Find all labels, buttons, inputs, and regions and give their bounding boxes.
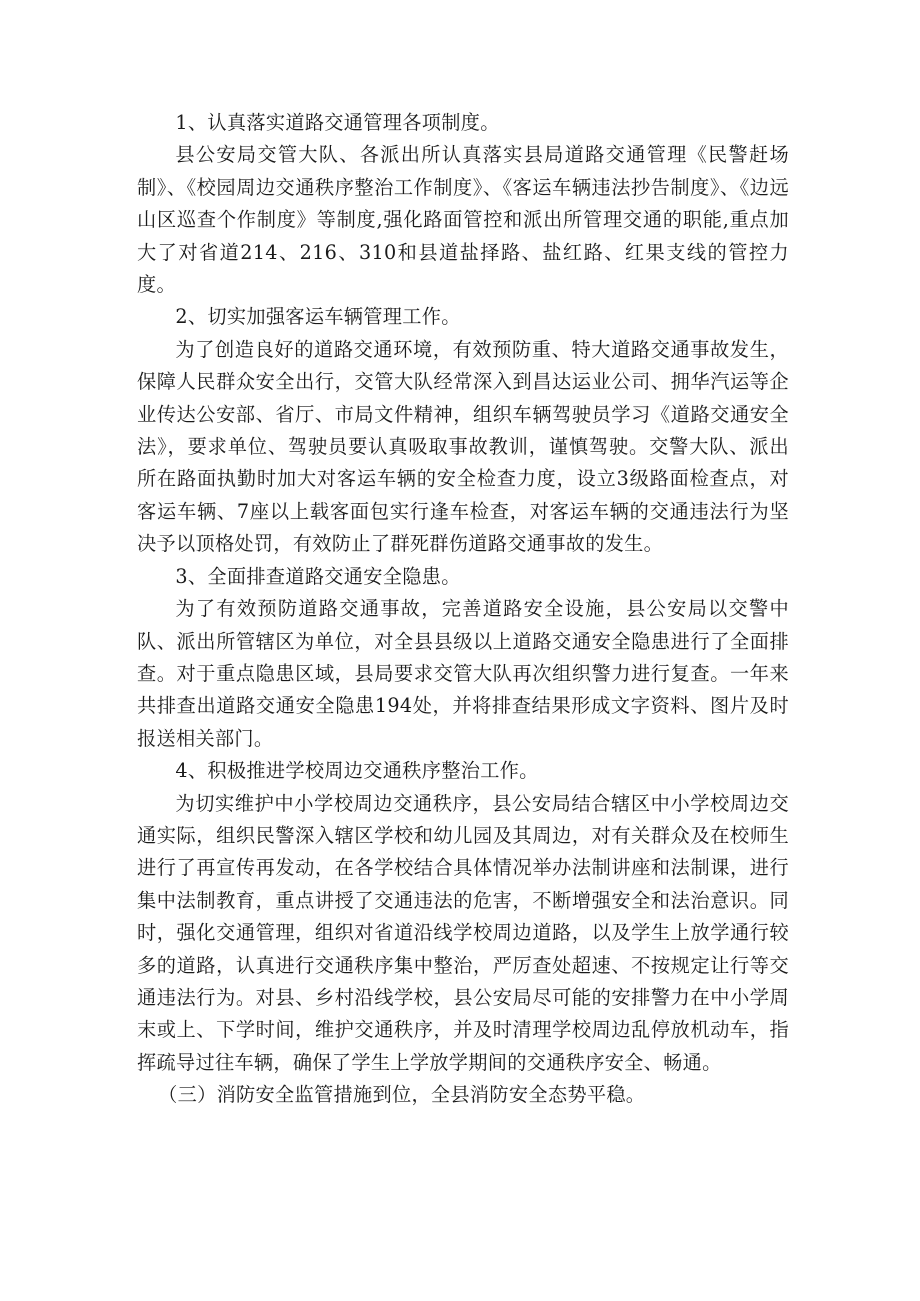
section-4-body: 为切实维护中小学校周边交通秩序，县公安局结合辖区中小学校周边交通实际，组织民警深入辖区学校和幼儿园及其周边，对有关群众及在校师生进行了再宣传再发动，在各学校结合具体情况举办法制讲座和法制课，进行集中法制教育，重点讲授了交通违法的危害，不断增强安全和法治意识。同时，强化交通管理，组织对省道沿线学校周边道路，以及学生上放学通行较多的道路，认真进行交通秩序集中整治，严厉查处超速、不按规定让行等交通违法行为。对县、乡村沿线学校，县公安局尽可能的安排警力在中小学周末或上、下学时间，维护交通秩序，并及时清理学校周边乱停放机动车，指挥疏导过往车辆，确保了学生上学放学期间的交通秩序安全、畅通。 <box>137 791 789 1074</box>
closing-heading: （三）消防安全监管措施到位，全县消防安全态势平稳。 <box>158 1083 646 1107</box>
section-1-body: 县公安局交管大队、各派出所认真落实县局道路交通管理《民警赶场制》、《校园周边交通秩序整治工作制度》、《客运车辆违法抄告制度》、《边远山区巡查个作制度》等制度,强化路面管控和派出所管理交通的职能,重点加大了对省道214、216、310和县道盐择路、盐红路、红果支线的管控力度。 <box>137 143 789 297</box>
document-page <box>137 107 789 1112</box>
section-3-body: 为了有效预防道路交通事故，完善道路安全设施，县公安局以交警中队、派出所管辖区为单位，对全县县级以上道路交通安全隐患进行了全面排查。对于重点隐患区域，县局要求交管大队再次组织警力进行复查。一年来共排查出道路交通安全隐患194处，并将排查结果形成文字资料、图片及时报送相关部门。 <box>137 597 789 750</box>
section-2-heading: 2、切实加强客运车辆管理工作。 <box>175 305 461 329</box>
section-3-heading: 3、全面排查道路交通安全隐患。 <box>175 564 461 588</box>
section-1-heading: 1、认真落实道路交通管理各项制度。 <box>175 111 500 134</box>
section-4-heading: 4、积极推进学校周边交通秩序整治工作。 <box>175 759 539 783</box>
section-2-body: 为了创造良好的道路交通环境，有效预防重、特大道路交通事故发生，保障人民群众安全出行，交管大队经常深入到昌达运业公司、拥华汽运等企业传达公安部、省厅、市局文件精神，组织车辆驾驶员学习《道路交通安全法》，要求单位、驾驶员要认真吸取事故教训，谨慎驾驶。交警大队、派出所在路面执勤时加大对客运车辆的安全检查力度，设立3级路面检查点，对客运车辆、7座以上载客面包实行逢车检查，对客运车辆的交通违法行为坚决予以顶格处罚，有效防止了群死群伤道路交通事故的发生。 <box>137 337 789 556</box>
